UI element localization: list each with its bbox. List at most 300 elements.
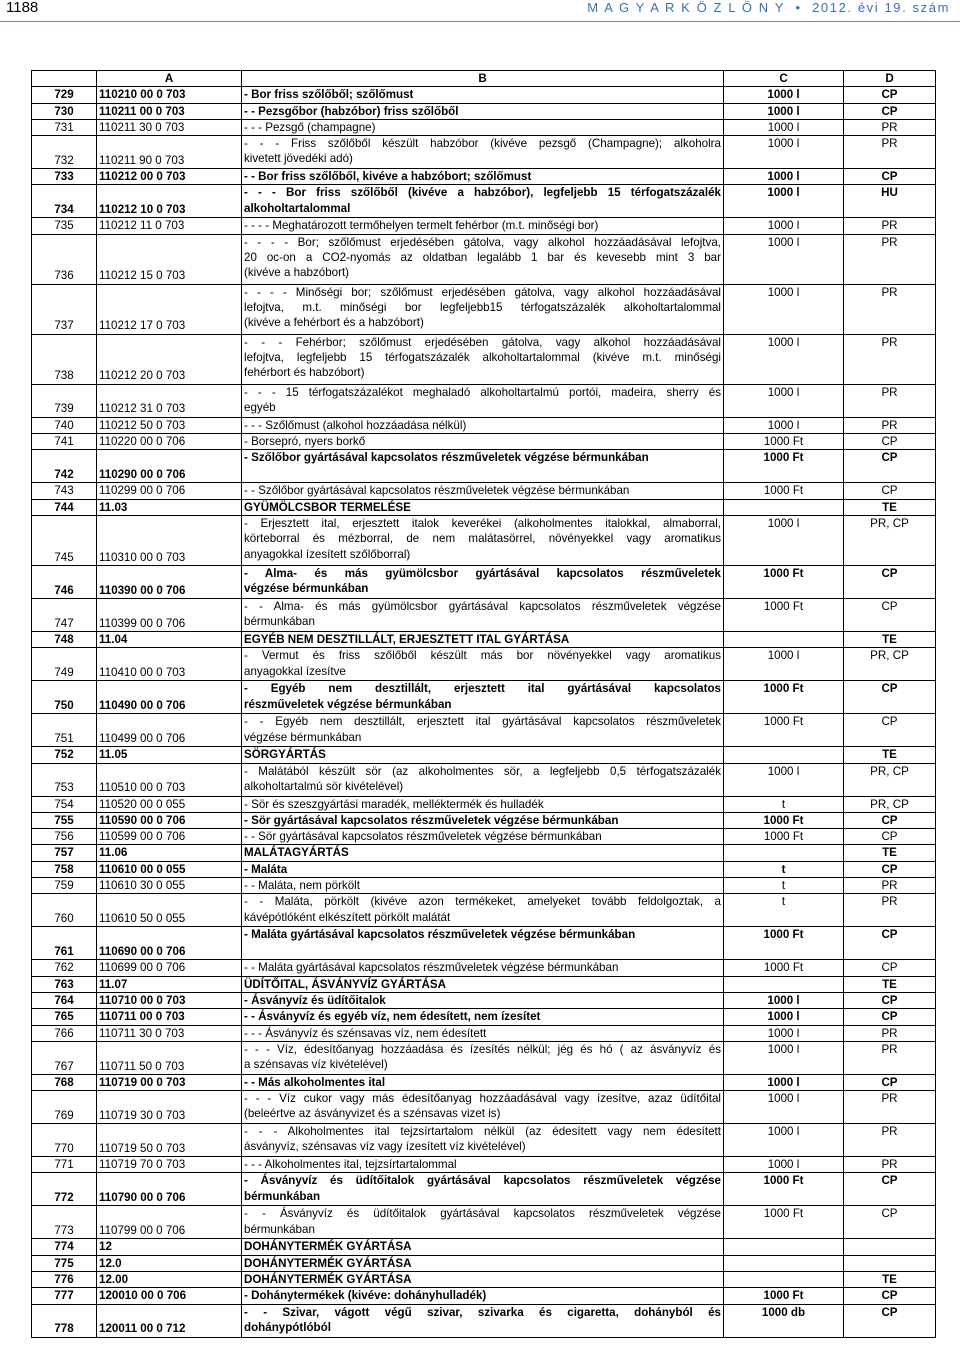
unit-of-measure <box>724 1272 844 1288</box>
data-category: CP <box>844 450 936 483</box>
description-line: - Maláta gyártásával kapcsolatos részműveletek végzése bérmunkában <box>244 928 636 942</box>
table-row <box>32 992 936 1008</box>
row-number: 730 <box>32 103 97 119</box>
row-number: 733 <box>32 169 97 185</box>
data-category: CP <box>844 1304 936 1337</box>
unit-of-measure: 1000 l <box>724 1009 844 1025</box>
column-header-b: B <box>242 71 724 87</box>
product-code: 11.06 <box>97 845 242 861</box>
product-description <box>242 417 724 433</box>
data-category: PR <box>844 1025 936 1041</box>
unit-of-measure: 1000 Ft <box>724 812 844 828</box>
product-description <box>242 119 724 135</box>
unit-of-measure: 1000 Ft <box>724 483 844 499</box>
unit-of-measure: 1000 Ft <box>724 960 844 976</box>
unit-of-measure: 1000 l <box>724 417 844 433</box>
product-description <box>242 384 724 417</box>
table-header-row <box>32 71 936 87</box>
description-line: - - Szőlőbor gyártásával kapcsolatos részműveletek végzése bérmunkában <box>244 484 630 498</box>
product-description <box>242 434 724 450</box>
row-number: 740 <box>32 417 97 433</box>
row-number: 754 <box>32 796 97 812</box>
data-category: PR <box>844 334 936 384</box>
unit-of-measure: 1000 l <box>724 234 844 284</box>
product-description <box>242 1009 724 1025</box>
unit-of-measure: 1000 l <box>724 87 844 103</box>
data-category: CP <box>844 714 936 747</box>
description-line: anyagokkal ízesített szőlőborral) <box>244 547 411 561</box>
row-number: 760 <box>32 894 97 927</box>
description-line: - Sör gyártásával kapcsolatos részműveletek végzése bérmunkában <box>244 813 619 827</box>
table-row <box>32 861 936 877</box>
unit-of-measure <box>724 845 844 861</box>
table-row <box>32 185 936 218</box>
data-category: PR, CP <box>844 763 936 796</box>
row-number: 736 <box>32 234 97 284</box>
product-description <box>242 598 724 631</box>
data-category: CP <box>844 103 936 119</box>
product-code: 110599 00 0 706 <box>97 829 242 845</box>
unit-of-measure <box>724 499 844 515</box>
header-bullet: • <box>795 0 802 15</box>
row-number: 775 <box>32 1255 97 1271</box>
data-category: PR <box>844 384 936 417</box>
data-category: CP <box>844 927 936 960</box>
data-category <box>844 1255 936 1271</box>
header-divider <box>0 21 960 22</box>
product-description <box>242 1173 724 1206</box>
table-row <box>32 976 936 992</box>
data-category: CP <box>844 829 936 845</box>
unit-of-measure: 1000 l <box>724 992 844 1008</box>
product-description <box>242 631 724 647</box>
row-number: 743 <box>32 483 97 499</box>
unit-of-measure <box>724 631 844 647</box>
data-category: PR, CP <box>844 515 936 565</box>
product-code: 12.00 <box>97 1272 242 1288</box>
row-number: 772 <box>32 1173 97 1206</box>
product-code: 110210 00 0 703 <box>97 87 242 103</box>
table-row <box>32 119 936 135</box>
product-description <box>242 185 724 218</box>
table-row <box>32 565 936 598</box>
description-line: - Ásványvíz és üdítőitalok gyártásával kapcsolatos részműveletek végzése <box>244 1174 721 1188</box>
row-number: 773 <box>32 1206 97 1239</box>
product-code: 11.03 <box>97 499 242 515</box>
page-header <box>0 0 960 22</box>
data-category: PR, CP <box>844 796 936 812</box>
description-line: - - Pezsgőbor (habzóbor) friss szőlőből <box>244 104 459 118</box>
product-description <box>242 87 724 103</box>
description-line: - - - Pezsgő (champagne) <box>244 120 376 134</box>
product-code: 110212 17 0 703 <box>97 284 242 334</box>
description-line: - - Egyéb nem desztillált, erjesztett ital gyártásával kapcsolatos részműveletek <box>244 715 721 729</box>
table-row <box>32 218 936 234</box>
table-row <box>32 1009 936 1025</box>
table-row <box>32 714 936 747</box>
unit-of-measure: 1000 l <box>724 185 844 218</box>
description-line: alkoholtartalmú sör kivételével) <box>244 779 404 793</box>
row-number: 766 <box>32 1025 97 1041</box>
table-row <box>32 960 936 976</box>
description-line: - Borsepró, nyers borkő <box>244 435 366 449</box>
row-number: 737 <box>32 284 97 334</box>
product-description <box>242 1091 724 1124</box>
product-code: 110220 00 0 706 <box>97 434 242 450</box>
data-category: PR <box>844 1124 936 1157</box>
product-description <box>242 1025 724 1041</box>
data-category: HU <box>844 185 936 218</box>
unit-of-measure: 1000 Ft <box>724 829 844 845</box>
data-category: PR <box>844 234 936 284</box>
product-description <box>242 894 724 927</box>
product-description <box>242 763 724 796</box>
table-row <box>32 1272 936 1288</box>
table-row <box>32 927 936 960</box>
product-description <box>242 450 724 483</box>
data-category: PR, CP <box>844 648 936 681</box>
table-row <box>32 1074 936 1090</box>
row-number: 732 <box>32 136 97 169</box>
unit-of-measure: 1000 l <box>724 1041 844 1074</box>
product-description <box>242 796 724 812</box>
data-category: PR <box>844 1041 936 1074</box>
product-description <box>242 1124 724 1157</box>
product-code: 110719 00 0 703 <box>97 1074 242 1090</box>
table-row <box>32 1239 936 1255</box>
description-line: kávépótlóként elkészített pörkölt malátát <box>244 910 451 924</box>
product-code: 110711 30 0 703 <box>97 1025 242 1041</box>
row-number: 756 <box>32 829 97 845</box>
product-description <box>242 565 724 598</box>
data-category: CP <box>844 1074 936 1090</box>
table-row <box>32 384 936 417</box>
table-row <box>32 1025 936 1041</box>
table-row <box>32 417 936 433</box>
data-category: CP <box>844 1206 936 1239</box>
data-category: CP <box>844 598 936 631</box>
product-description <box>242 499 724 515</box>
unit-of-measure: 1000 l <box>724 648 844 681</box>
table-row <box>32 499 936 515</box>
row-number: 770 <box>32 1124 97 1157</box>
unit-of-measure: 1000 l <box>724 384 844 417</box>
product-code: 110212 50 0 703 <box>97 417 242 433</box>
product-description <box>242 1206 724 1239</box>
description-line: (beleértve az ásványvizet és a szénsavas vizet is) <box>244 1107 501 1121</box>
product-description <box>242 861 724 877</box>
product-code: 110211 30 0 703 <box>97 119 242 135</box>
description-line: - Ásványvíz és üdítőitalok <box>244 993 386 1007</box>
data-category: PR <box>844 417 936 433</box>
row-number: 734 <box>32 185 97 218</box>
product-description <box>242 1074 724 1090</box>
description-line: - - - 15 térfogatszázalékot meghaladó alkoholtartalmú portói, madeira, sherry és <box>244 385 721 399</box>
table-row <box>32 796 936 812</box>
description-line: - - - Szőlőmust (alkohol hozzáadása nélkül) <box>244 418 467 432</box>
description-line: lefojtva, m.t. minőségi bor legfeljebb15 térfogatszázalék alkoholtartalommal <box>244 301 721 315</box>
data-category: TE <box>844 499 936 515</box>
unit-of-measure: 1000 Ft <box>724 681 844 714</box>
product-code: 110212 15 0 703 <box>97 234 242 284</box>
data-category <box>844 1239 936 1255</box>
data-category: PR <box>844 218 936 234</box>
unit-of-measure: 1000 Ft <box>724 1173 844 1206</box>
description-line: - - Szivar, vágott végű szivar, szivarka és cigaretta, dohányból és <box>244 1305 721 1319</box>
unit-of-measure: 1000 l <box>724 119 844 135</box>
row-number: 751 <box>32 714 97 747</box>
data-category: PR <box>844 1091 936 1124</box>
table-row <box>32 1157 936 1173</box>
product-code: 110290 00 0 706 <box>97 450 242 483</box>
data-category: TE <box>844 976 936 992</box>
product-description <box>242 1304 724 1337</box>
product-code: 110510 00 0 703 <box>97 763 242 796</box>
product-description <box>242 992 724 1008</box>
row-number: 765 <box>32 1009 97 1025</box>
product-code: 11.07 <box>97 976 242 992</box>
data-category: CP <box>844 960 936 976</box>
data-category: CP <box>844 1009 936 1025</box>
description-line: - - - Ásványvíz és szénsavas víz, nem édesített <box>244 1026 487 1040</box>
table-row <box>32 681 936 714</box>
product-description <box>242 878 724 894</box>
description-line: végzése bérmunkában <box>244 582 369 596</box>
data-category: CP <box>844 992 936 1008</box>
row-number: 742 <box>32 450 97 483</box>
row-number: 757 <box>32 845 97 861</box>
unit-of-measure: 1000 l <box>724 1074 844 1090</box>
product-code: 110390 00 0 706 <box>97 565 242 598</box>
table-row <box>32 334 936 384</box>
unit-of-measure: 1000 l <box>724 284 844 334</box>
product-description <box>242 681 724 714</box>
product-code: 110610 00 0 055 <box>97 861 242 877</box>
row-number: 771 <box>32 1157 97 1173</box>
row-number: 758 <box>32 861 97 877</box>
product-description <box>242 812 724 828</box>
product-code: 11.05 <box>97 747 242 763</box>
table-row <box>32 87 936 103</box>
description-line: GYÜMÖLCSBOR TERMELÉSE <box>244 500 411 514</box>
product-description <box>242 829 724 845</box>
row-number: 753 <box>32 763 97 796</box>
table-row <box>32 1206 936 1239</box>
data-category: PR <box>844 894 936 927</box>
product-description <box>242 976 724 992</box>
row-number: 739 <box>32 384 97 417</box>
description-line: körteborral és mézborral, de nem malátasörrel, növényekkel vagy aromatikus <box>244 532 721 546</box>
column-header-a: A <box>97 71 242 87</box>
product-code: 110212 11 0 703 <box>97 218 242 234</box>
product-description <box>242 218 724 234</box>
row-number: 729 <box>32 87 97 103</box>
description-line: végzése bérmunkában <box>244 730 362 744</box>
table-row <box>32 103 936 119</box>
description-line: - Bor friss szőlőből; szőlőmust <box>244 88 414 102</box>
unit-of-measure: 1000 l <box>724 334 844 384</box>
description-line: 20 oc-on a CO2-nyomás az oldatban legalább 1 bar és kevesebb mint 3 bar <box>244 251 721 265</box>
unit-of-measure: t <box>724 861 844 877</box>
table-row <box>32 648 936 681</box>
description-line: - Vermut és friss szőlőből készült más bor növényekkel vagy aromatikus <box>244 649 721 663</box>
data-category: PR <box>844 878 936 894</box>
product-code: 110310 00 0 703 <box>97 515 242 565</box>
row-number: 744 <box>32 499 97 515</box>
description-line: - - - Friss szőlőből készült habzóbor (kivéve pezsgő (Champagne); alkoholra <box>244 137 721 151</box>
product-code: 110711 50 0 703 <box>97 1041 242 1074</box>
description-line: lefojtva, legfeljebb 15 térfogatszázalék alkoholtartalommal (kivéve m.t. minőségi <box>244 351 721 365</box>
description-line: EGYÉB NEM DESZTILLÁLT, ERJESZTETT ITAL GYÁRTÁSA <box>244 632 570 646</box>
product-description <box>242 1157 724 1173</box>
product-code: 110719 30 0 703 <box>97 1091 242 1124</box>
table-row <box>32 1173 936 1206</box>
row-number: 759 <box>32 878 97 894</box>
data-category: PR <box>844 119 936 135</box>
product-description <box>242 234 724 284</box>
row-number: 777 <box>32 1288 97 1304</box>
description-line: (kivéve a fehérbort és a habzóbort) <box>244 316 424 330</box>
description-line: - - - Bor friss szőlőből (kivéve a habzóbor), legfeljebb 15 térfogatszázalék <box>244 186 721 200</box>
data-category: CP <box>844 434 936 450</box>
row-number: 735 <box>32 218 97 234</box>
unit-of-measure: 1000 l <box>724 169 844 185</box>
table-row <box>32 169 936 185</box>
row-number: 741 <box>32 434 97 450</box>
unit-of-measure: 1000 Ft <box>724 450 844 483</box>
row-number: 767 <box>32 1041 97 1074</box>
product-code: 110410 00 0 703 <box>97 648 242 681</box>
product-code: 110520 00 0 055 <box>97 796 242 812</box>
product-code: 110211 90 0 703 <box>97 136 242 169</box>
description-line: kivetett jövedéki adó) <box>244 152 353 166</box>
product-code: 110790 00 0 706 <box>97 1173 242 1206</box>
description-line: - - Más alkoholmentes ital <box>244 1075 386 1089</box>
product-code: 110719 70 0 703 <box>97 1157 242 1173</box>
row-number: 750 <box>32 681 97 714</box>
product-code: 110711 00 0 703 <box>97 1009 242 1025</box>
table-row <box>32 1304 936 1337</box>
table-row <box>32 812 936 828</box>
description-line: DOHÁNYTERMÉK GYÁRTÁSA <box>244 1273 412 1287</box>
unit-of-measure: t <box>724 796 844 812</box>
data-category: PR <box>844 284 936 334</box>
description-line: anyagokkal ízesítve <box>244 664 346 678</box>
table-row <box>32 845 936 861</box>
description-line: - Maláta <box>244 862 288 876</box>
unit-of-measure <box>724 747 844 763</box>
row-number: 745 <box>32 515 97 565</box>
table-row <box>32 515 936 565</box>
description-line: - - Ásványvíz és egyéb víz, nem édesített, nem ízesítet <box>244 1010 541 1024</box>
product-code: 110499 00 0 706 <box>97 714 242 747</box>
table-row <box>32 1041 936 1074</box>
publication-header <box>587 0 950 15</box>
page-number: 1188 <box>6 0 39 16</box>
unit-of-measure: 1000 l <box>724 1124 844 1157</box>
product-description <box>242 1288 724 1304</box>
product-description <box>242 284 724 334</box>
description-line: (kivéve a habzóbort) <box>244 266 350 280</box>
description-line: bérmunkában <box>244 615 315 629</box>
description-line: - - - Alkoholmentes ital tejzsírtartalom nélkül (az édesített vagy nem édesített <box>244 1125 721 1139</box>
description-line: - - Bor friss szőlőből, kivéve a habzóbort; szőlőmust <box>244 170 532 184</box>
issue-label: 2012. évi 19. szám <box>812 0 950 15</box>
product-code: 110590 00 0 706 <box>97 812 242 828</box>
description-line: dohánypótlóból <box>244 1320 331 1334</box>
product-description <box>242 845 724 861</box>
unit-of-measure: 1000 l <box>724 218 844 234</box>
description-line: - - - - Bor; szőlőmust erjedésében gátolva, vagy alkohol hozzáadásával lefojtva, <box>244 235 721 249</box>
data-category: PR <box>844 136 936 169</box>
product-description <box>242 747 724 763</box>
table-row <box>32 878 936 894</box>
description-line: ásványvíz, szénsavas víz vagy ízesített víz kivételével) <box>244 1140 526 1154</box>
description-line: - - Ásványvíz és üdítőitalok gyártásával kapcsolatos részműveletek végzése <box>244 1207 721 1221</box>
data-category: CP <box>844 812 936 828</box>
row-number: 748 <box>32 631 97 647</box>
unit-of-measure: 1000 Ft <box>724 1288 844 1304</box>
table-row <box>32 631 936 647</box>
row-number: 776 <box>32 1272 97 1288</box>
row-number: 763 <box>32 976 97 992</box>
description-line: részműveletek végzése bérmunkában <box>244 697 452 711</box>
data-category: PR <box>844 1157 936 1173</box>
product-code: 120011 00 0 712 <box>97 1304 242 1337</box>
unit-of-measure: 1000 db <box>724 1304 844 1337</box>
table-row <box>32 136 936 169</box>
product-description <box>242 334 724 384</box>
table-row <box>32 1091 936 1124</box>
row-number: 752 <box>32 747 97 763</box>
product-code: 110212 20 0 703 <box>97 334 242 384</box>
unit-of-measure: 1000 l <box>724 103 844 119</box>
product-description <box>242 1239 724 1255</box>
data-category: TE <box>844 845 936 861</box>
unit-of-measure: 1000 Ft <box>724 434 844 450</box>
unit-of-measure <box>724 1255 844 1271</box>
product-description <box>242 1272 724 1288</box>
table-row <box>32 598 936 631</box>
description-line: a szénsavas víz kivételével) <box>244 1058 388 1072</box>
description-line: - - - - Minőségi bor; szőlőmust erjedésében gátolva, vagy alkohol hozzáadásával <box>244 285 721 299</box>
description-line: - - Maláta, nem pörkölt <box>244 879 360 893</box>
row-number: 755 <box>32 812 97 828</box>
table-row <box>32 450 936 483</box>
table-row <box>32 763 936 796</box>
table-row <box>32 747 936 763</box>
product-description <box>242 1255 724 1271</box>
product-description <box>242 714 724 747</box>
data-category: CP <box>844 1288 936 1304</box>
description-line: SÖRGYÁRTÁS <box>244 748 326 762</box>
row-number: 778 <box>32 1304 97 1337</box>
column-header-d: D <box>844 71 936 87</box>
product-code: 110212 10 0 703 <box>97 185 242 218</box>
product-description <box>242 136 724 169</box>
product-description <box>242 169 724 185</box>
description-line: - Szőlőbor gyártásával kapcsolatos részműveletek végzése bérmunkában <box>244 451 649 465</box>
row-number: 769 <box>32 1091 97 1124</box>
table-row <box>32 234 936 284</box>
description-line: alkoholtartalommal <box>244 201 351 215</box>
table-row <box>32 829 936 845</box>
table-row <box>32 1255 936 1271</box>
unit-of-measure: 1000 Ft <box>724 927 844 960</box>
unit-of-measure: t <box>724 894 844 927</box>
table-row <box>32 1288 936 1304</box>
data-category: CP <box>844 1173 936 1206</box>
